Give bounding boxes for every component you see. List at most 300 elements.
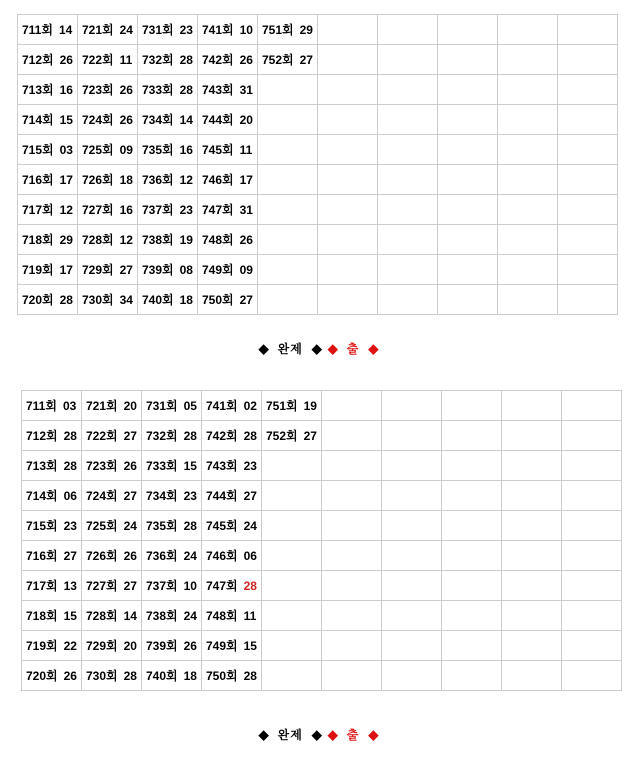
cell-value: 26 (123, 549, 137, 563)
empty-cell (558, 195, 618, 225)
round-label: 724회 (86, 489, 118, 503)
round-label: 725회 (86, 519, 118, 533)
cell-value: 28 (243, 669, 257, 683)
cell-value: 27 (239, 293, 253, 307)
empty-cell (258, 135, 318, 165)
round-cell (82, 601, 142, 631)
empty-cell (438, 285, 498, 315)
round-cell (22, 541, 82, 571)
round-cell (22, 391, 82, 421)
round-cell (202, 481, 262, 511)
cell-value: 28 (183, 429, 197, 443)
empty-cell (378, 45, 438, 75)
cell-value: 34 (119, 293, 133, 307)
table-row (18, 225, 618, 255)
cell-value: 11 (119, 53, 133, 67)
round-label: 715회 (22, 143, 54, 157)
empty-cell (442, 421, 502, 451)
round-label: 713회 (26, 459, 58, 473)
round-label: 720회 (22, 293, 54, 307)
cell-value: 15 (243, 639, 257, 653)
empty-cell (262, 571, 322, 601)
round-cell (258, 15, 318, 45)
round-label: 717회 (22, 203, 54, 217)
empty-cell (258, 285, 318, 315)
empty-cell (382, 451, 442, 481)
round-label: 719회 (22, 263, 54, 277)
table-row (18, 195, 618, 225)
cell-value: 26 (239, 53, 253, 67)
cell-value: 24 (183, 549, 197, 563)
round-cell (142, 391, 202, 421)
upper-number-table (17, 14, 618, 315)
cell-value: 16 (179, 143, 193, 157)
round-cell (202, 571, 262, 601)
red-diamond-icon: ◆ (368, 340, 379, 356)
round-label: 723회 (86, 459, 118, 473)
round-cell (78, 285, 138, 315)
red-diamond-icon: ◆ (368, 726, 379, 742)
round-cell (18, 285, 78, 315)
cell-value: 27 (63, 549, 77, 563)
empty-cell (378, 255, 438, 285)
cell-value: 20 (239, 113, 253, 127)
round-label: 732회 (142, 53, 174, 67)
empty-cell (258, 255, 318, 285)
round-label: 727회 (82, 203, 114, 217)
cell-value: 26 (59, 53, 73, 67)
empty-cell (382, 631, 442, 661)
round-cell (22, 601, 82, 631)
table-row (22, 481, 622, 511)
round-label: 731회 (146, 399, 178, 413)
round-label: 736회 (142, 173, 174, 187)
cell-value: 31 (239, 83, 253, 97)
round-cell (198, 135, 258, 165)
table-row (18, 45, 618, 75)
round-label: 738회 (146, 609, 178, 623)
empty-cell (262, 481, 322, 511)
round-cell (18, 225, 78, 255)
cell-value: 13 (63, 579, 77, 593)
round-label: 728회 (86, 609, 118, 623)
round-label: 717회 (26, 579, 58, 593)
round-cell (82, 571, 142, 601)
round-label: 718회 (22, 233, 54, 247)
round-label: 724회 (82, 113, 114, 127)
red-diamond-icon: ◆ (327, 340, 338, 356)
cell-value: 28 (243, 579, 257, 593)
empty-cell (502, 661, 562, 691)
cell-value: 24 (243, 519, 257, 533)
round-cell (78, 195, 138, 225)
round-label: 722회 (82, 53, 114, 67)
cell-value: 28 (59, 293, 73, 307)
round-cell (82, 451, 142, 481)
round-cell (142, 601, 202, 631)
empty-cell (562, 631, 622, 661)
empty-cell (262, 511, 322, 541)
empty-cell (262, 451, 322, 481)
round-cell (202, 421, 262, 451)
round-cell (18, 75, 78, 105)
empty-cell (502, 451, 562, 481)
round-label: 737회 (146, 579, 178, 593)
cell-value: 16 (119, 203, 133, 217)
empty-cell (498, 225, 558, 255)
round-label: 745회 (202, 143, 234, 157)
round-cell (202, 601, 262, 631)
empty-cell (442, 601, 502, 631)
black-diamond-icon: ◆ (311, 726, 322, 742)
empty-cell (442, 481, 502, 511)
cell-value: 02 (243, 399, 257, 413)
round-cell (202, 661, 262, 691)
empty-cell (442, 571, 502, 601)
empty-cell (442, 391, 502, 421)
round-cell (198, 195, 258, 225)
empty-cell (322, 481, 382, 511)
table-row (22, 511, 622, 541)
round-cell (22, 631, 82, 661)
empty-cell (502, 391, 562, 421)
table-row (18, 165, 618, 195)
round-cell (198, 225, 258, 255)
round-label: 729회 (86, 639, 118, 653)
round-label: 748회 (206, 609, 238, 623)
cell-value: 28 (123, 669, 137, 683)
empty-cell (558, 105, 618, 135)
round-cell (198, 255, 258, 285)
cell-value: 19 (179, 233, 193, 247)
cell-value: 29 (59, 233, 73, 247)
empty-cell (258, 165, 318, 195)
round-label: 752회 (266, 429, 298, 443)
cell-value: 15 (59, 113, 73, 127)
round-cell (262, 391, 322, 421)
legend-label-chul: 출 (346, 727, 360, 742)
round-label: 729회 (82, 263, 114, 277)
table-row (18, 135, 618, 165)
table-row (22, 571, 622, 601)
cell-value: 08 (179, 263, 193, 277)
round-label: 735회 (142, 143, 174, 157)
round-label: 736회 (146, 549, 178, 563)
round-cell (22, 481, 82, 511)
empty-cell (318, 15, 378, 45)
empty-cell (322, 601, 382, 631)
empty-cell (378, 165, 438, 195)
round-label: 720회 (26, 669, 58, 683)
empty-cell (438, 225, 498, 255)
round-cell (198, 285, 258, 315)
empty-cell (262, 631, 322, 661)
empty-cell (382, 511, 442, 541)
empty-cell (322, 661, 382, 691)
black-diamond-icon: ◆ (311, 340, 322, 356)
empty-cell (322, 391, 382, 421)
lower-number-table (21, 390, 622, 691)
cell-value: 26 (63, 669, 77, 683)
empty-cell (258, 75, 318, 105)
legend-label-chul: 출 (346, 341, 360, 356)
empty-cell (258, 225, 318, 255)
round-label: 750회 (206, 669, 238, 683)
cell-value: 27 (123, 429, 137, 443)
empty-cell (502, 481, 562, 511)
round-label: 749회 (206, 639, 238, 653)
empty-cell (322, 571, 382, 601)
cell-value: 29 (299, 23, 313, 37)
round-cell (262, 421, 322, 451)
round-label: 741회 (206, 399, 238, 413)
cell-value: 06 (243, 549, 257, 563)
round-cell (258, 45, 318, 75)
round-cell (78, 255, 138, 285)
empty-cell (498, 285, 558, 315)
empty-cell (562, 481, 622, 511)
empty-cell (322, 511, 382, 541)
black-diamond-icon: ◆ (258, 726, 269, 742)
empty-cell (442, 631, 502, 661)
empty-cell (378, 15, 438, 45)
empty-cell (558, 255, 618, 285)
cell-value: 11 (239, 143, 253, 157)
round-label: 746회 (206, 549, 238, 563)
lower-legend (0, 726, 637, 743)
empty-cell (562, 451, 622, 481)
empty-cell (442, 661, 502, 691)
round-label: 734회 (146, 489, 178, 503)
round-label: 743회 (206, 459, 238, 473)
empty-cell (438, 105, 498, 135)
round-cell (202, 631, 262, 661)
cell-value: 10 (183, 579, 197, 593)
cell-value: 27 (123, 489, 137, 503)
round-cell (138, 75, 198, 105)
round-label: 714회 (26, 489, 58, 503)
cell-value: 31 (239, 203, 253, 217)
table-row (22, 421, 622, 451)
round-cell (82, 511, 142, 541)
cell-value: 14 (58, 23, 73, 37)
cell-value: 18 (179, 293, 193, 307)
table-row (22, 631, 622, 661)
round-cell (138, 255, 198, 285)
round-label: 721회 (82, 23, 114, 37)
cell-value: 28 (179, 83, 193, 97)
cell-value: 17 (239, 173, 253, 187)
empty-cell (558, 45, 618, 75)
empty-cell (498, 195, 558, 225)
round-cell (138, 135, 198, 165)
round-cell (142, 511, 202, 541)
cell-value: 15 (183, 459, 197, 473)
cell-value: 27 (299, 53, 313, 67)
table-row (22, 601, 622, 631)
round-cell (142, 451, 202, 481)
empty-cell (382, 661, 442, 691)
empty-cell (262, 541, 322, 571)
round-label: 746회 (202, 173, 234, 187)
upper-legend (0, 340, 637, 357)
empty-cell (258, 105, 318, 135)
round-cell (138, 105, 198, 135)
round-cell (18, 135, 78, 165)
empty-cell (438, 15, 498, 45)
round-label: 727회 (86, 579, 118, 593)
round-cell (202, 451, 262, 481)
empty-cell (562, 661, 622, 691)
empty-cell (378, 135, 438, 165)
round-cell (18, 255, 78, 285)
empty-cell (562, 511, 622, 541)
empty-cell (498, 15, 558, 45)
empty-cell (438, 195, 498, 225)
cell-value: 16 (59, 83, 73, 97)
round-label: 716회 (26, 549, 58, 563)
round-cell (202, 541, 262, 571)
round-label: 731회 (142, 23, 174, 37)
round-label: 747회 (206, 579, 238, 593)
round-label: 751회 (266, 399, 298, 413)
round-label: 721회 (86, 399, 118, 413)
round-label: 711회 (22, 23, 53, 37)
round-label: 719회 (26, 639, 58, 653)
empty-cell (378, 195, 438, 225)
round-cell (138, 225, 198, 255)
cell-value: 10 (239, 23, 253, 37)
round-cell (18, 45, 78, 75)
empty-cell (378, 75, 438, 105)
round-label: 726회 (86, 549, 118, 563)
round-cell (78, 135, 138, 165)
round-label: 712회 (26, 429, 58, 443)
empty-cell (562, 391, 622, 421)
cell-value: 06 (63, 489, 77, 503)
round-label: 734회 (142, 113, 174, 127)
round-label: 728회 (82, 233, 114, 247)
empty-cell (558, 15, 618, 45)
empty-cell (562, 541, 622, 571)
empty-cell (498, 165, 558, 195)
cell-value: 14 (123, 609, 137, 623)
cell-value: 26 (119, 83, 133, 97)
empty-cell (498, 135, 558, 165)
cell-value: 12 (179, 173, 193, 187)
cell-value: 03 (59, 143, 73, 157)
round-cell (18, 165, 78, 195)
round-cell (82, 631, 142, 661)
empty-cell (498, 75, 558, 105)
round-cell (202, 511, 262, 541)
empty-cell (442, 511, 502, 541)
cell-value: 27 (303, 429, 317, 443)
cell-value: 28 (243, 429, 257, 443)
round-label: 715회 (26, 519, 58, 533)
round-label: 743회 (202, 83, 234, 97)
round-label: 735회 (146, 519, 178, 533)
empty-cell (438, 45, 498, 75)
table-row (22, 541, 622, 571)
round-label: 714회 (22, 113, 54, 127)
empty-cell (442, 541, 502, 571)
table-row (18, 285, 618, 315)
round-cell (82, 391, 142, 421)
round-label: 730회 (82, 293, 114, 307)
empty-cell (502, 571, 562, 601)
table-row (18, 255, 618, 285)
black-diamond-icon: ◆ (258, 340, 269, 356)
round-cell (198, 15, 258, 45)
round-cell (78, 45, 138, 75)
round-cell (18, 105, 78, 135)
round-label: 740회 (146, 669, 178, 683)
empty-cell (318, 225, 378, 255)
table-row (18, 75, 618, 105)
round-cell (18, 15, 78, 45)
empty-cell (438, 135, 498, 165)
cell-value: 24 (123, 519, 137, 533)
cell-value: 15 (63, 609, 77, 623)
table-row (22, 661, 622, 691)
round-cell (22, 571, 82, 601)
empty-cell (262, 601, 322, 631)
cell-value: 28 (63, 429, 77, 443)
cell-value: 28 (183, 519, 197, 533)
empty-cell (318, 165, 378, 195)
empty-cell (318, 75, 378, 105)
empty-cell (382, 391, 442, 421)
round-label: 752회 (262, 53, 294, 67)
cell-value: 12 (59, 203, 73, 217)
cell-value: 14 (179, 113, 193, 127)
empty-cell (318, 195, 378, 225)
empty-cell (502, 541, 562, 571)
round-label: 740회 (142, 293, 174, 307)
round-label: 733회 (142, 83, 174, 97)
round-cell (198, 75, 258, 105)
empty-cell (322, 631, 382, 661)
round-label: 742회 (206, 429, 238, 443)
round-cell (142, 631, 202, 661)
red-diamond-icon: ◆ (327, 726, 338, 742)
round-label: 741회 (202, 23, 234, 37)
table-row (22, 391, 622, 421)
round-cell (142, 571, 202, 601)
empty-cell (442, 451, 502, 481)
cell-value: 28 (63, 459, 77, 473)
cell-value: 09 (119, 143, 133, 157)
round-label: 749회 (202, 263, 234, 277)
empty-cell (498, 255, 558, 285)
round-cell (138, 285, 198, 315)
round-label: 747회 (202, 203, 234, 217)
round-cell (22, 661, 82, 691)
round-cell (82, 481, 142, 511)
round-label: 718회 (26, 609, 58, 623)
empty-cell (562, 601, 622, 631)
round-cell (138, 195, 198, 225)
empty-cell (382, 571, 442, 601)
cell-value: 26 (239, 233, 253, 247)
table-row (18, 105, 618, 135)
empty-cell (382, 481, 442, 511)
table-row (18, 15, 618, 45)
round-cell (138, 15, 198, 45)
empty-cell (558, 225, 618, 255)
cell-value: 28 (179, 53, 193, 67)
